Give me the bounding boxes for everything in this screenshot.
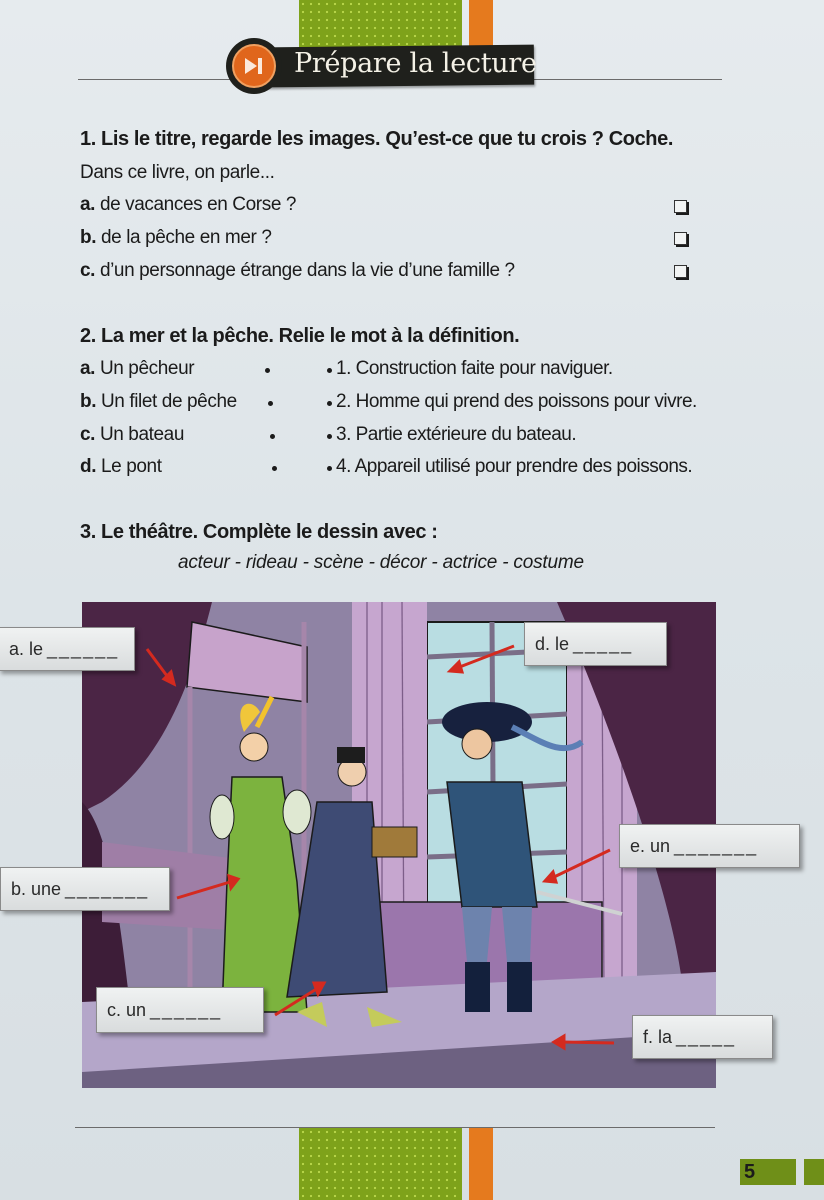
word-c: [80, 424, 184, 446]
option-a-checkbox[interactable]: [674, 200, 687, 213]
def-1-dot[interactable]: [327, 368, 332, 373]
option-a: [80, 194, 296, 216]
label-blank[interactable]: _____: [676, 1026, 737, 1047]
label-blank[interactable]: _______: [674, 835, 759, 856]
exercise-2-title: 2. La mer et la pêche. Relie le mot à la définition.: [80, 325, 520, 347]
label-e-actor[interactable]: [619, 824, 800, 868]
definition-3: 3. Partie extérieure du bateau.: [336, 424, 577, 445]
page-title: Prépare la lecture: [294, 48, 537, 79]
exercise-1-intro: Dans ce livre, on parle...: [80, 162, 275, 183]
option-letter: c.: [80, 260, 96, 281]
word-a: [80, 358, 194, 380]
label-a-curtain[interactable]: [0, 627, 135, 671]
option-text: de vacances en Corse ?: [99, 194, 297, 215]
def-3-dot[interactable]: [327, 434, 332, 439]
word-b: [80, 391, 237, 413]
label-f-stage[interactable]: [632, 1015, 773, 1059]
label-blank[interactable]: ______: [47, 638, 120, 659]
def-4-dot[interactable]: [327, 466, 332, 471]
option-b-checkbox[interactable]: [674, 232, 687, 245]
option-c-checkbox[interactable]: [674, 265, 687, 278]
option-text: de la pêche en mer ?: [100, 227, 272, 248]
bottom-green-band: [299, 1128, 462, 1200]
word-letter: d.: [80, 456, 97, 477]
label-b-actress[interactable]: [0, 867, 170, 911]
exercise-3-title: 3. Le théâtre. Complète le dessin avec :: [80, 521, 438, 543]
header-icon-ring: [226, 38, 282, 94]
definition-1: 1. Construction faite pour naviguer.: [336, 358, 613, 379]
option-letter: b.: [80, 227, 97, 248]
page-number-tab: [804, 1159, 824, 1185]
word-text: Un pêcheur: [99, 358, 195, 379]
section-header: [226, 38, 556, 98]
word-bank: acteur - rideau - scène - décor - actrice - costume: [178, 552, 584, 573]
word-d: [80, 456, 162, 478]
label-d-decor[interactable]: [524, 622, 667, 666]
label-c-costume[interactable]: [96, 987, 264, 1033]
word-letter: a.: [80, 358, 96, 379]
word-a-dot[interactable]: [265, 368, 270, 373]
page-number: 5: [740, 1159, 796, 1185]
label-blank[interactable]: ______: [150, 999, 223, 1020]
skip-forward-icon: [232, 44, 276, 88]
exercise-1-title: 1. Lis le titre, regarde les images. Qu’est-ce que tu crois ? Coche.: [80, 128, 674, 150]
option-b: [80, 227, 272, 249]
bottom-orange-band: [469, 1128, 493, 1200]
label-prefix: c. un: [107, 999, 147, 1020]
label-prefix: d. le: [535, 633, 570, 654]
word-d-dot[interactable]: [272, 466, 277, 471]
label-prefix: f. la: [643, 1026, 673, 1047]
word-text: Un bateau: [99, 424, 185, 445]
option-text: d’un personnage étrange dans la vie d’une famille ?: [99, 260, 515, 281]
label-prefix: e. un: [630, 835, 671, 856]
word-letter: c.: [80, 424, 96, 445]
option-c: [80, 260, 515, 282]
definition-4: 4. Appareil utilisé pour prendre des poissons.: [336, 456, 693, 477]
definition-2: 2. Homme qui prend des poissons pour vivre.: [336, 391, 697, 412]
label-prefix: a. le: [9, 638, 44, 659]
word-text: Un filet de pêche: [100, 391, 237, 412]
label-prefix: b. une: [11, 878, 62, 899]
label-blank[interactable]: _____: [573, 633, 634, 654]
label-blank[interactable]: _______: [65, 878, 150, 899]
option-letter: a.: [80, 194, 96, 215]
word-text: Le pont: [100, 456, 162, 477]
def-2-dot[interactable]: [327, 401, 332, 406]
word-c-dot[interactable]: [270, 434, 275, 439]
word-b-dot[interactable]: [268, 401, 273, 406]
word-letter: b.: [80, 391, 97, 412]
